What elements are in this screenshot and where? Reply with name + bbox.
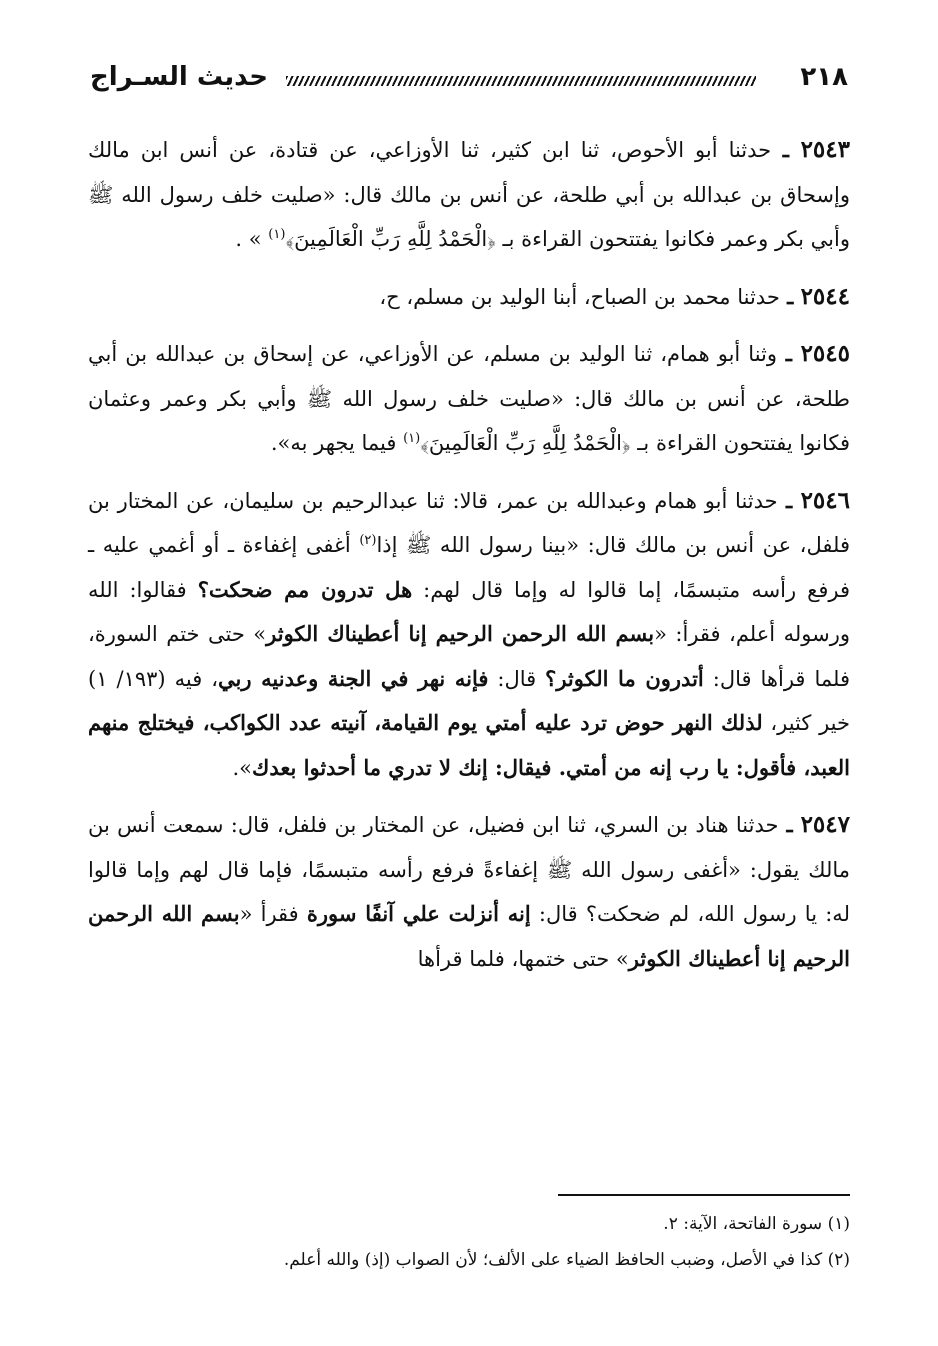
quran-recitation: بسم الله الرحمن الرحيم إنا أعطيناك الكوثر [88, 901, 850, 971]
hadith-number: ٢٥٤٤ [800, 282, 850, 310]
separator-dash: ـ [779, 283, 801, 309]
hadith-number: ٢٥٤٣ [800, 136, 850, 163]
hadith-number: ٢٥٤٦ [800, 486, 850, 514]
page-number: ٢١٨ [800, 62, 848, 92]
prophet-speech: هل تدرون مم ضحكت؟ [197, 576, 413, 602]
prophet-speech: إنه أنزلت علي آنفًا سورة [306, 901, 531, 926]
hadith-text: ، فيه (١٩٣/ ١) خير كثير، [88, 666, 851, 735]
hadith-text: » حتى ختمها، فلما قرأها [417, 946, 629, 971]
footnote-ref: (٢) [359, 533, 377, 548]
hadith-number: ٢٥٤٧ [800, 811, 850, 838]
hadith-text: وثنا أبو همام، ثنا الوليد بن مسلم، عن الأوزاعي، عن إسحاق بن عبدالله بن أبي طلحة، عن أنس بن مالك قال: «صليت خلف رسول الله ﷺ وأبي بكر وعمر وعثمان فكانوا يفتتحون القراءة بـ ﴿الْحَمْدُ لِلَّهِ رَبِّ الْعَالَمِينَ﴾ [88, 342, 850, 455]
quran-recitation: بسم الله الرحمن الرحيم إنا أعطيناك الكوثر [266, 621, 655, 646]
footnote-divider [558, 1194, 850, 1196]
hadith-text: حدثنا أبو همام وعبدالله بن عمر، قالا: ثنا عبدالرحيم بن سليمان، عن المختار بن فلفل، عن أنس بن مالك قال: «بينا رسول الله ﷺ إذا [88, 488, 850, 557]
hadith-2544 [88, 275, 850, 320]
footnote-ref: (١) [403, 431, 421, 446]
footnote-2: (٢) كذا في الأصل، وضبب الحافظ الضياء على الألف؛ لأن الصواب (إذ) والله أعلم. [283, 1250, 850, 1270]
separator-dash: ـ [777, 341, 801, 366]
prophet-speech: لذلك النهر حوض ترد عليه أمتي يوم القيامة، آنيته عدد الكواكب، فيختلج منهم العبد، فأقول: يا رب إنه من أمتي. فيقال: إنك لا تدري ما أحدثوا بعدك [88, 710, 850, 780]
hadith-tail: فيما يجهر به». [270, 431, 404, 455]
hadith-number: ٢٥٤٥ [800, 340, 850, 367]
hadith-paragraph [88, 803, 850, 981]
prophet-speech: فإنه نهر في الجنة وعدنيه ربي [218, 665, 489, 691]
hadith-text: حدثنا محمد بن الصباح، أبنا الوليد بن مسلم، ح، [379, 284, 780, 309]
hadith-text: حدثنا هناد بن السري، ثنا ابن فضيل، عن المختار بن فلفل، قال: سمعت أنس بن مالك يقول: «أغفى رسول الله ﷺ إغفاءةً فرفع رأسه متبسمًا، فإما قال لهم وإما قالوا له: يا رسول الله، لم ضحكت؟ قال: [88, 813, 850, 926]
hadith-text: فقرأ « [239, 902, 307, 926]
page-header [90, 62, 848, 102]
hadith-text: فقالوا: الله ورسوله أعلم، فقرأ: « [88, 577, 850, 646]
hadith-2543 [88, 128, 850, 262]
separator-dash: ـ [777, 487, 801, 513]
header-divider [286, 76, 756, 86]
footnotes [88, 1206, 850, 1278]
footnote-ref: (١) [268, 227, 286, 242]
footnote-1: (١) سورة الفاتحة، الآية: ٢. [663, 1214, 850, 1234]
hadith-text: أغفى إغفاءة ـ أو أغمي عليه ـ فرفع رأسه متبسمًا، إما قالوا له وإما قال لهم: [88, 533, 850, 602]
hadith-2545 [88, 332, 850, 466]
hadith-text: » حتى ختم السورة، فلما قرأها قال: [88, 622, 850, 691]
hadith-tail: » . [235, 227, 269, 251]
hadith-paragraph [88, 275, 850, 320]
running-title: حديث السـراج [90, 62, 268, 92]
hadith-paragraph [88, 128, 850, 262]
hadith-text: قال: [488, 666, 546, 691]
hadith-paragraph [88, 332, 850, 466]
hadith-2547 [88, 803, 850, 981]
main-text [88, 128, 850, 994]
separator-dash: ـ [771, 137, 801, 162]
separator-dash: ـ [778, 812, 801, 837]
hadith-paragraph [88, 479, 850, 791]
hadith-text: حدثنا أبو الأحوص، ثنا ابن كثير، ثنا الأوزاعي، عن قتادة، عن أنس ابن مالك وإسحاق بن عبدالله بن أبي طلحة، عن أنس بن مالك قال: «صليت خلف رسول الله ﷺ وأبي بكر وعمر فكانوا يفتتحون القراءة بـ ﴿الْحَمْدُ لِلَّهِ رَبِّ الْعَالَمِينَ﴾ [88, 138, 850, 251]
hadith-text: ». [232, 755, 253, 780]
hadith-2546 [88, 479, 850, 791]
prophet-speech: أتدرون ما الكوثر؟ [545, 665, 704, 691]
